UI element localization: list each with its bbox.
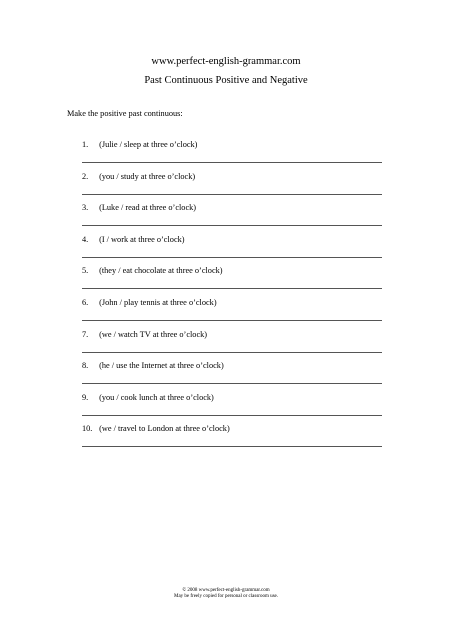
exercise-item: [82, 361, 382, 393]
footer-copyright: © 2008 www.perfect-english-grammar.com: [182, 588, 270, 593]
answer-line[interactable]: [82, 415, 382, 416]
exercise-prompt: [82, 330, 382, 340]
footer-usage: May be freely copied for personal or classroom use.: [174, 594, 278, 600]
answer-line[interactable]: [82, 257, 382, 258]
answer-line[interactable]: [82, 383, 382, 384]
exercise-item: [82, 266, 382, 298]
answer-line[interactable]: [82, 225, 382, 226]
exercise-number: 10.: [82, 424, 93, 434]
exercise-number: 8.: [82, 361, 89, 371]
exercise-item: [82, 235, 382, 267]
exercise-prompt: [82, 235, 382, 245]
exercise-text: (John / play tennis at three o’clock): [99, 297, 217, 307]
exercise-prompt: [82, 393, 382, 403]
answer-line[interactable]: [82, 320, 382, 321]
instruction-text: Make the positive past continuous:: [67, 109, 183, 118]
site-url: www.perfect-english-grammar.com: [151, 56, 301, 67]
exercise-prompt: [82, 172, 382, 182]
answer-line[interactable]: [82, 194, 382, 195]
exercise-prompt: [82, 203, 382, 213]
exercise-item: [82, 424, 382, 456]
exercise-text: (they / eat chocolate at three o’clock): [99, 266, 223, 276]
exercise-item: [82, 298, 382, 330]
exercise-prompt: [82, 266, 382, 276]
exercise-number: 7.: [82, 329, 89, 339]
exercise-number: 4.: [82, 234, 89, 244]
exercise-prompt: [82, 140, 382, 150]
footer: [0, 588, 452, 600]
exercise-text: (Julie / sleep at three o’clock): [99, 140, 198, 149]
exercise-item: [82, 203, 382, 235]
exercise-number: 5.: [82, 266, 89, 276]
exercise-number: 6.: [82, 297, 89, 307]
exercise-item: [82, 140, 382, 172]
answer-line[interactable]: [82, 162, 382, 163]
exercise-text: (you / cook lunch at three o’clock): [99, 392, 214, 402]
exercise-prompt: [82, 361, 382, 371]
answer-line[interactable]: [82, 352, 382, 353]
exercise-text: (you / study at three o’clock): [99, 171, 196, 181]
exercise-number: 2.: [82, 171, 89, 181]
exercise-number: 3.: [82, 203, 89, 213]
exercise-text: (he / use the Internet at three o’clock): [99, 361, 224, 371]
exercise-number: 1.: [82, 140, 89, 149]
exercise-text: (Luke / read at three o’clock): [99, 203, 197, 213]
exercise-prompt: [82, 298, 382, 308]
exercise-number: 9.: [82, 392, 89, 402]
exercise-text: (we / travel to London at three o’clock): [99, 424, 230, 434]
page-title: Past Continuous Positive and Negative: [144, 75, 308, 86]
exercise-text: (we / watch TV at three o’clock): [99, 329, 208, 339]
exercise-prompt: [82, 424, 382, 434]
exercise-item: [82, 330, 382, 362]
answer-line[interactable]: [82, 288, 382, 289]
exercise-list: [82, 140, 382, 456]
exercise-item: [82, 393, 382, 425]
exercise-item: [82, 172, 382, 204]
exercise-text: (I / work at three o’clock): [99, 234, 185, 244]
answer-line[interactable]: [82, 446, 382, 447]
